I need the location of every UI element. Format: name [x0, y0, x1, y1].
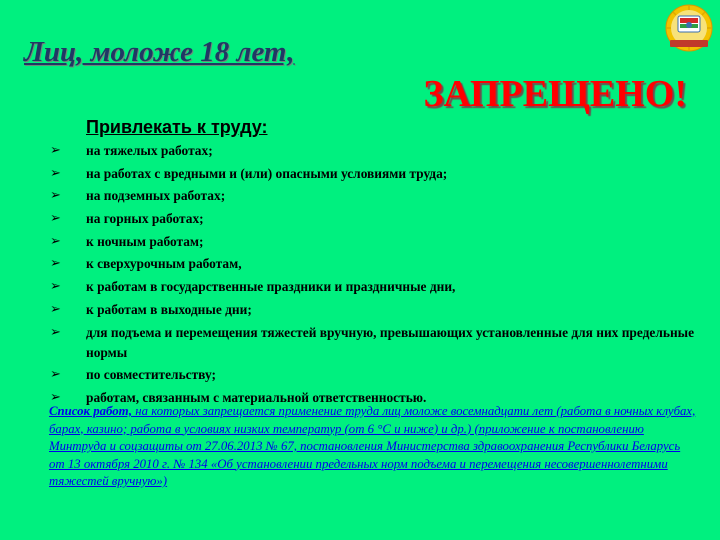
list-item [48, 323, 698, 364]
list-item [48, 300, 698, 320]
list-item [48, 277, 698, 297]
footnote-text[interactable]: на которых запрещается применение труда лиц моложе восемнадцати лет (работа в ночных клубах, барах, казино; работа в условиях низких температур (от 6 °С и ниже) и др.) (приложение к постановлению Минтруда и соцзащиты от 27.06.2013 № 67, постановления Министерства здравоохранения Республики Беларусь от 13 октября 2010 г. № 134 «Об установлении предельных норм подъема и перемещения несовершеннолетними тяжестей вручную») [49, 404, 696, 488]
arrow-bullet-icon: ➢ [50, 301, 61, 317]
list-item-text: работам, связанным с материальной ответственностью. [86, 390, 427, 406]
list-item [48, 365, 698, 385]
list-item-text: для подъема и перемещения тяжестей вручную, превышающих установленные для них предельные нормы [86, 324, 695, 360]
work-list-link[interactable] [49, 403, 697, 491]
prohibited-work-list [48, 141, 698, 411]
arrow-bullet-icon: ➢ [50, 188, 61, 204]
arrow-bullet-icon: ➢ [50, 143, 61, 158]
arrow-bullet-icon: ➢ [50, 367, 61, 383]
list-item-text: на горных работах; [86, 211, 204, 227]
prohibited-banner: ЗАПРЕЩЕНО! [423, 73, 687, 115]
footnote-lead[interactable]: Список работ, [49, 404, 133, 418]
arrow-bullet-icon: ➢ [50, 324, 61, 340]
page-title: Лиц, моложе 18 лет, [24, 36, 295, 68]
list-item [48, 232, 698, 252]
list-item [48, 186, 698, 206]
list-item-text: к работам в государственные праздники и праздничные дни, [86, 279, 456, 295]
list-item-text: по совместительству; [86, 367, 216, 383]
arrow-bullet-icon: ➢ [50, 233, 61, 249]
list-heading: Привлекать к труду: [86, 117, 268, 137]
arrow-bullet-icon: ➢ [50, 279, 61, 295]
list-item-text: на тяжелых работах; [86, 143, 213, 158]
list-item-text: к работам в выходные дни; [86, 301, 252, 317]
list-item [48, 254, 698, 274]
list-item-text: на подземных работах; [86, 188, 226, 204]
emblem-logo-icon [664, 4, 714, 54]
list-item [48, 209, 698, 229]
list-item-text: к сверхурочным работам, [86, 256, 242, 272]
list-item [48, 164, 698, 184]
arrow-bullet-icon: ➢ [50, 256, 61, 272]
arrow-bullet-icon: ➢ [50, 165, 61, 181]
list-item-text: к ночным работам; [86, 233, 204, 249]
arrow-bullet-icon: ➢ [50, 390, 61, 406]
list-item-text: на работах с вредными и (или) опасными условиями труда; [86, 165, 448, 181]
list-item [48, 141, 698, 161]
arrow-bullet-icon: ➢ [50, 211, 61, 227]
